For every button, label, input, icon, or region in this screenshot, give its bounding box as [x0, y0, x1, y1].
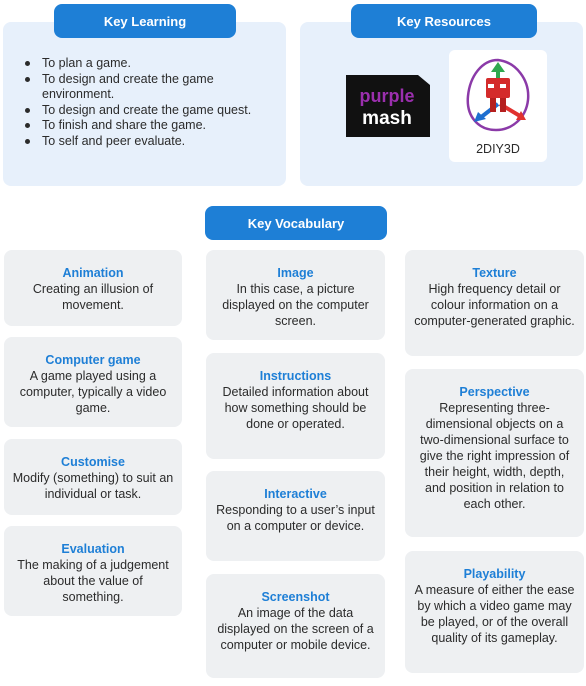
- learning-item: To plan a game.: [22, 56, 280, 72]
- vocab-card-texture: [405, 250, 584, 356]
- vocab-definition: Modify (something) to suit an individual or task.: [12, 471, 174, 501]
- vocab-card-perspective: [405, 369, 584, 537]
- vocab-card-screenshot: [206, 574, 385, 678]
- vocab-definition: The making of a judgement about the value of something.: [17, 558, 169, 604]
- vocab-term: Evaluation: [61, 542, 125, 556]
- learning-item: To design and create the game quest.: [22, 103, 280, 119]
- 2diy3d-tool-card[interactable]: [449, 50, 547, 162]
- key-vocabulary-heading: Key Vocabulary: [205, 206, 387, 240]
- vocab-card-customise: [4, 439, 182, 515]
- tool-label: 2DIY3D: [476, 142, 520, 156]
- vocab-term: Interactive: [264, 487, 327, 501]
- vocab-term: Computer game: [45, 353, 141, 367]
- vocab-card-interactive: [206, 471, 385, 561]
- purple-mash-logo[interactable]: [346, 75, 430, 137]
- vocab-definition: Detailed information about how something should be done or operated.: [222, 385, 369, 431]
- vocab-term: Instructions: [259, 369, 332, 383]
- vocab-definition: Representing three-dimensional objects on a two-dimensional surface to give the right impression of their height, width, depth, and position in relation to each other.: [419, 401, 570, 511]
- key-learning-heading: Key Learning: [54, 4, 236, 38]
- key-learning-panel: [3, 22, 286, 186]
- logo-word-purple: purple: [359, 86, 415, 106]
- vocab-card-computer-game: [4, 337, 182, 427]
- key-resources-heading: Key Resources: [351, 4, 537, 38]
- vocab-definition: In this case, a picture displayed on the computer screen.: [222, 282, 369, 328]
- learning-list: [22, 56, 280, 149]
- vocab-definition: An image of the data displayed on the screen of a computer or mobile device.: [217, 606, 374, 652]
- vocab-term: Animation: [62, 266, 124, 280]
- logo-word-mash: mash: [362, 108, 412, 129]
- vocab-card-playability: [405, 551, 584, 673]
- vocab-card-image: [206, 250, 385, 340]
- vocab-term: Texture: [472, 266, 517, 280]
- vocab-definition: High frequency detail or colour information on a computer-generated graphic.: [414, 282, 575, 328]
- vocab-definition: Creating an illusion of movement.: [32, 282, 154, 312]
- vocab-term: Screenshot: [261, 590, 330, 604]
- vocab-term: Perspective: [459, 385, 530, 399]
- vocab-card-instructions: [206, 353, 385, 459]
- vocab-definition: A measure of either the ease by which a video game may be played, or of the overall quality of its gameplay.: [414, 583, 575, 645]
- learning-item: To design and create the game environment.: [22, 72, 280, 103]
- vocab-term: Playability: [463, 567, 526, 581]
- vocab-card-evaluation: [4, 526, 182, 616]
- vocab-definition: Responding to a user’s input on a computer or device.: [216, 503, 375, 533]
- vocab-term: Image: [277, 266, 314, 280]
- vocab-term: Customise: [61, 455, 125, 469]
- 2diy3d-icon: [460, 56, 536, 134]
- learning-item: To self and peer evaluate.: [22, 134, 280, 150]
- learning-item: To finish and share the game.: [22, 118, 280, 134]
- vocab-definition: A game played using a computer, typically a video game.: [19, 369, 167, 415]
- vocab-card-animation: [4, 250, 182, 326]
